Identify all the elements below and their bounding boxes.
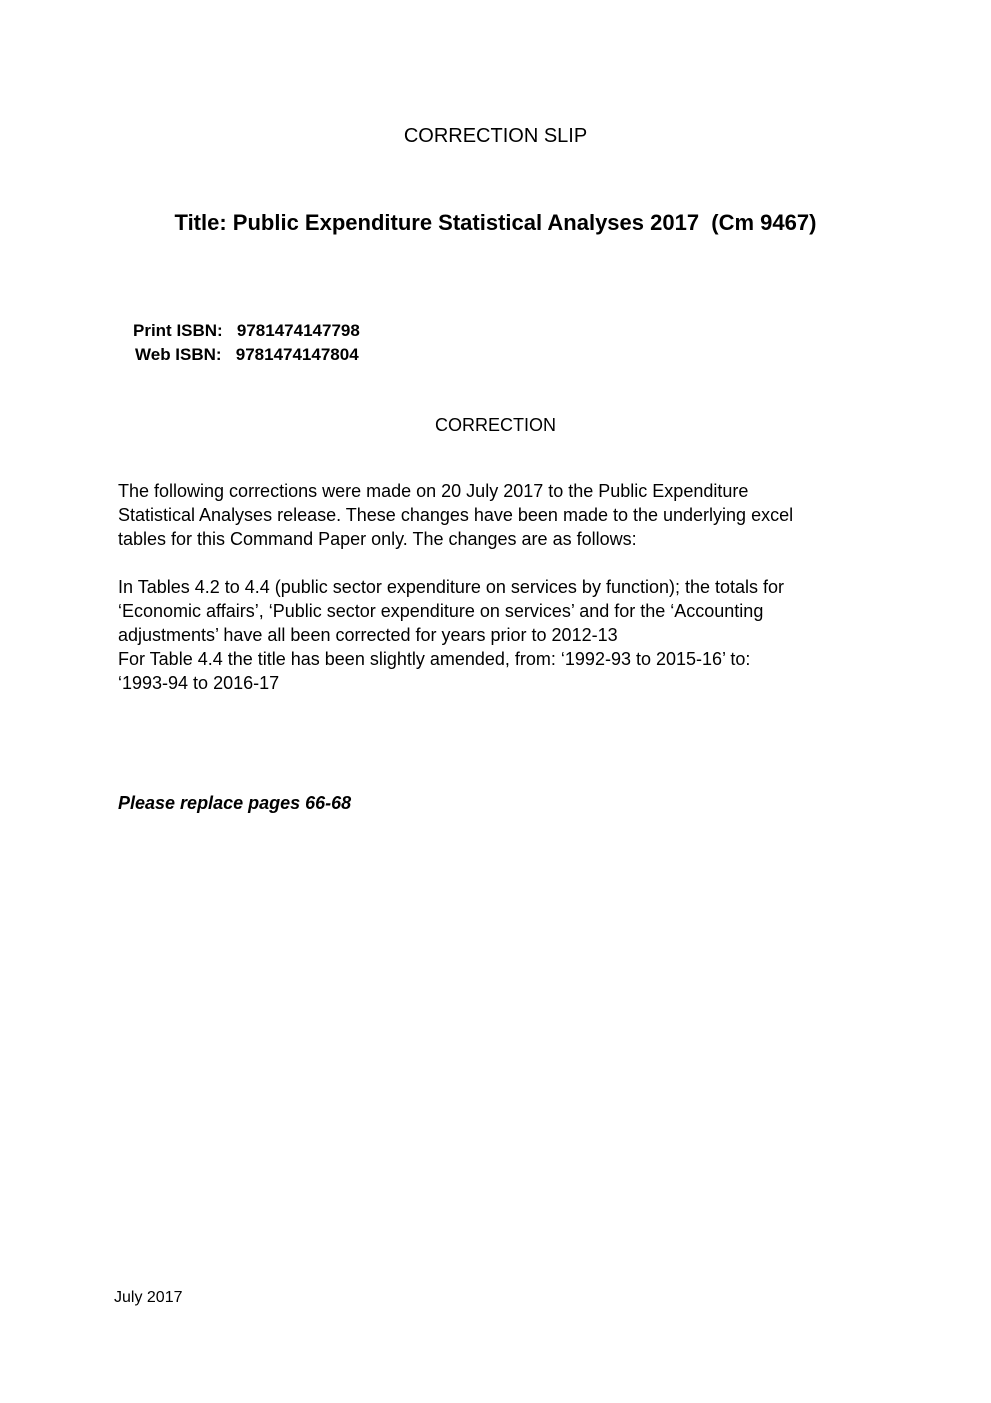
paragraph-line: Statistical Analyses release. These changes have been made to the underlying excel [118, 505, 794, 525]
paragraph-line: For Table 4.4 the title has been slightly amended, from: ‘1992-93 to 2015-16’ to: [118, 649, 751, 669]
correction-intro-paragraph [118, 479, 878, 551]
paragraph-line: ‘Economic affairs’, ‘Public sector expenditure on services’ and for the ‘Accounting [118, 601, 764, 621]
paragraph-line: In Tables 4.2 to 4.4 (public sector expenditure on services by function); the totals for [118, 577, 785, 597]
paragraph-line: ‘1993-94 to 2016-17 [118, 673, 280, 693]
paragraph-line: tables for this Command Paper only. The changes are as follows: [118, 529, 637, 549]
replace-pages-note: Please replace pages 66-68 [118, 793, 352, 813]
paragraph-line: adjustments’ have all been corrected for years prior to 2012-13 [118, 625, 618, 645]
web-isbn: Web ISBN: 9781474147804 [135, 345, 359, 364]
paragraph-line: The following corrections were made on 20 July 2017 to the Public Expenditure [118, 481, 749, 501]
slip-heading: CORRECTION SLIP [403, 125, 588, 147]
print-isbn: Print ISBN: 9781474147798 [133, 321, 360, 340]
document-title: Title: Public Expenditure Statistical Analyses 2017 (Cm 9467) [174, 210, 817, 235]
correction-details-paragraph [118, 575, 878, 695]
document-date: July 2017 [114, 1289, 183, 1306]
correction-heading: CORRECTION [435, 415, 556, 435]
